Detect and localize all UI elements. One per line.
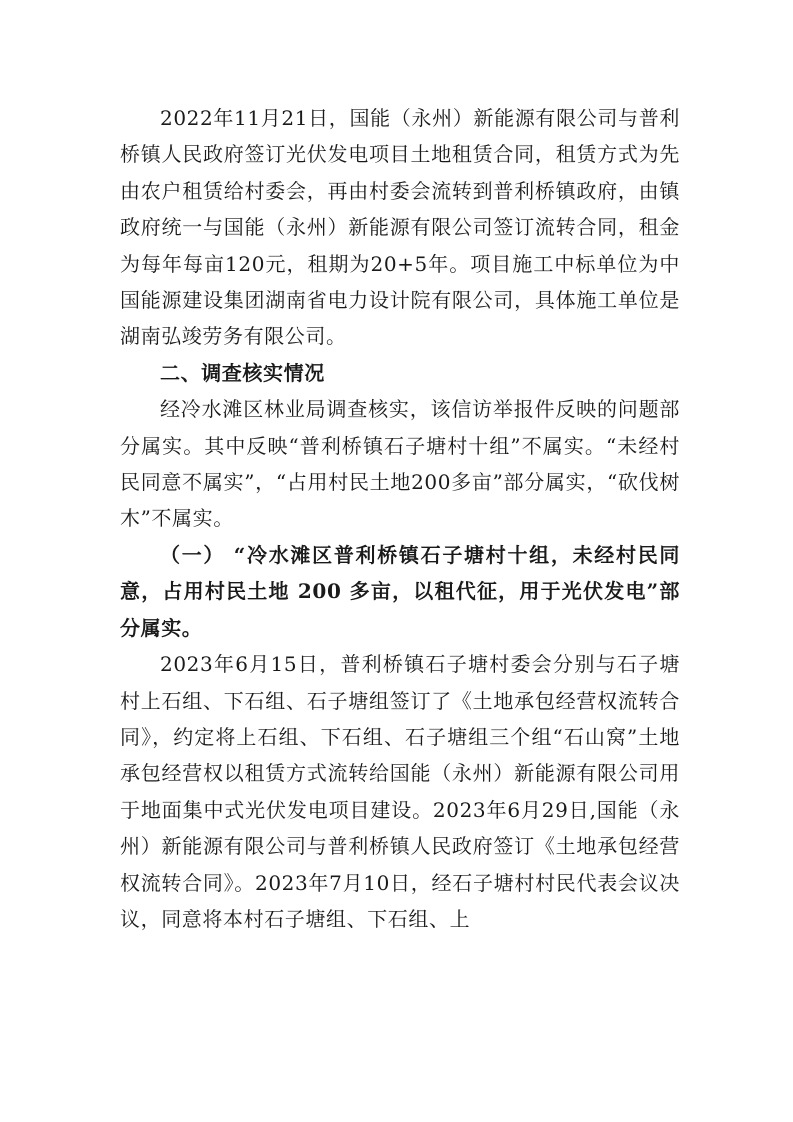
document-body xyxy=(120,100,680,937)
paragraph-item-one-title: （一） “冷水滩区普利桥镇石子塘村十组，未经村民同意，占用村民土地 200 多亩，以租代征，用于光伏发电”部分属实。 xyxy=(120,542,680,640)
paragraph-contract-details: 2023年6月15日，普利桥镇石子塘村委会分别与石子塘村上石组、下石组、石子塘组签订了《土地承包经营权流转合同》，约定将上石组、下石组、石子塘组三个组“石山窝”土地承包经营权以租赁方式流转给国能（永州）新能源有限公司用于地面集中式光伏发电项目建设。2023年6月29日,国能（永州）新能源有限公司与普利桥镇人民政府签订《土地承包经营权流转合同》。2023年7月10日，经石子塘村村民代表会议决议，同意将本村石子塘组、下石组、上 xyxy=(120,652,680,931)
paragraph-investigation-summary: 经冷水滩区林业局调查核实，该信访举报件反映的问题部分属实。其中反映“普利桥镇石子塘村十组”不属实。“未经村民同意不属实”，“占用村民土地200多亩”部分属实，“砍伐树木”不属实。 xyxy=(120,397,680,531)
section-heading-investigation: 二、调查核实情况 xyxy=(160,360,325,385)
paragraph-land-lease-contract: 2022年11月21日，国能（永州）新能源有限公司与普利桥镇人民政府签订光伏发电项目土地租赁合同，租赁方式为先由农户租赁给村委会，再由村委会流转到普利桥镇政府，由镇政府统一与国能（永州）新能源有限公司签订流转合同，租金为每年每亩120元，租期为20+5年。项目施工中标单位为中国能源建设集团湖南省电力设计院有限公司，具体施工单位是湖南弘竣劳务有限公司。 xyxy=(120,106,680,349)
